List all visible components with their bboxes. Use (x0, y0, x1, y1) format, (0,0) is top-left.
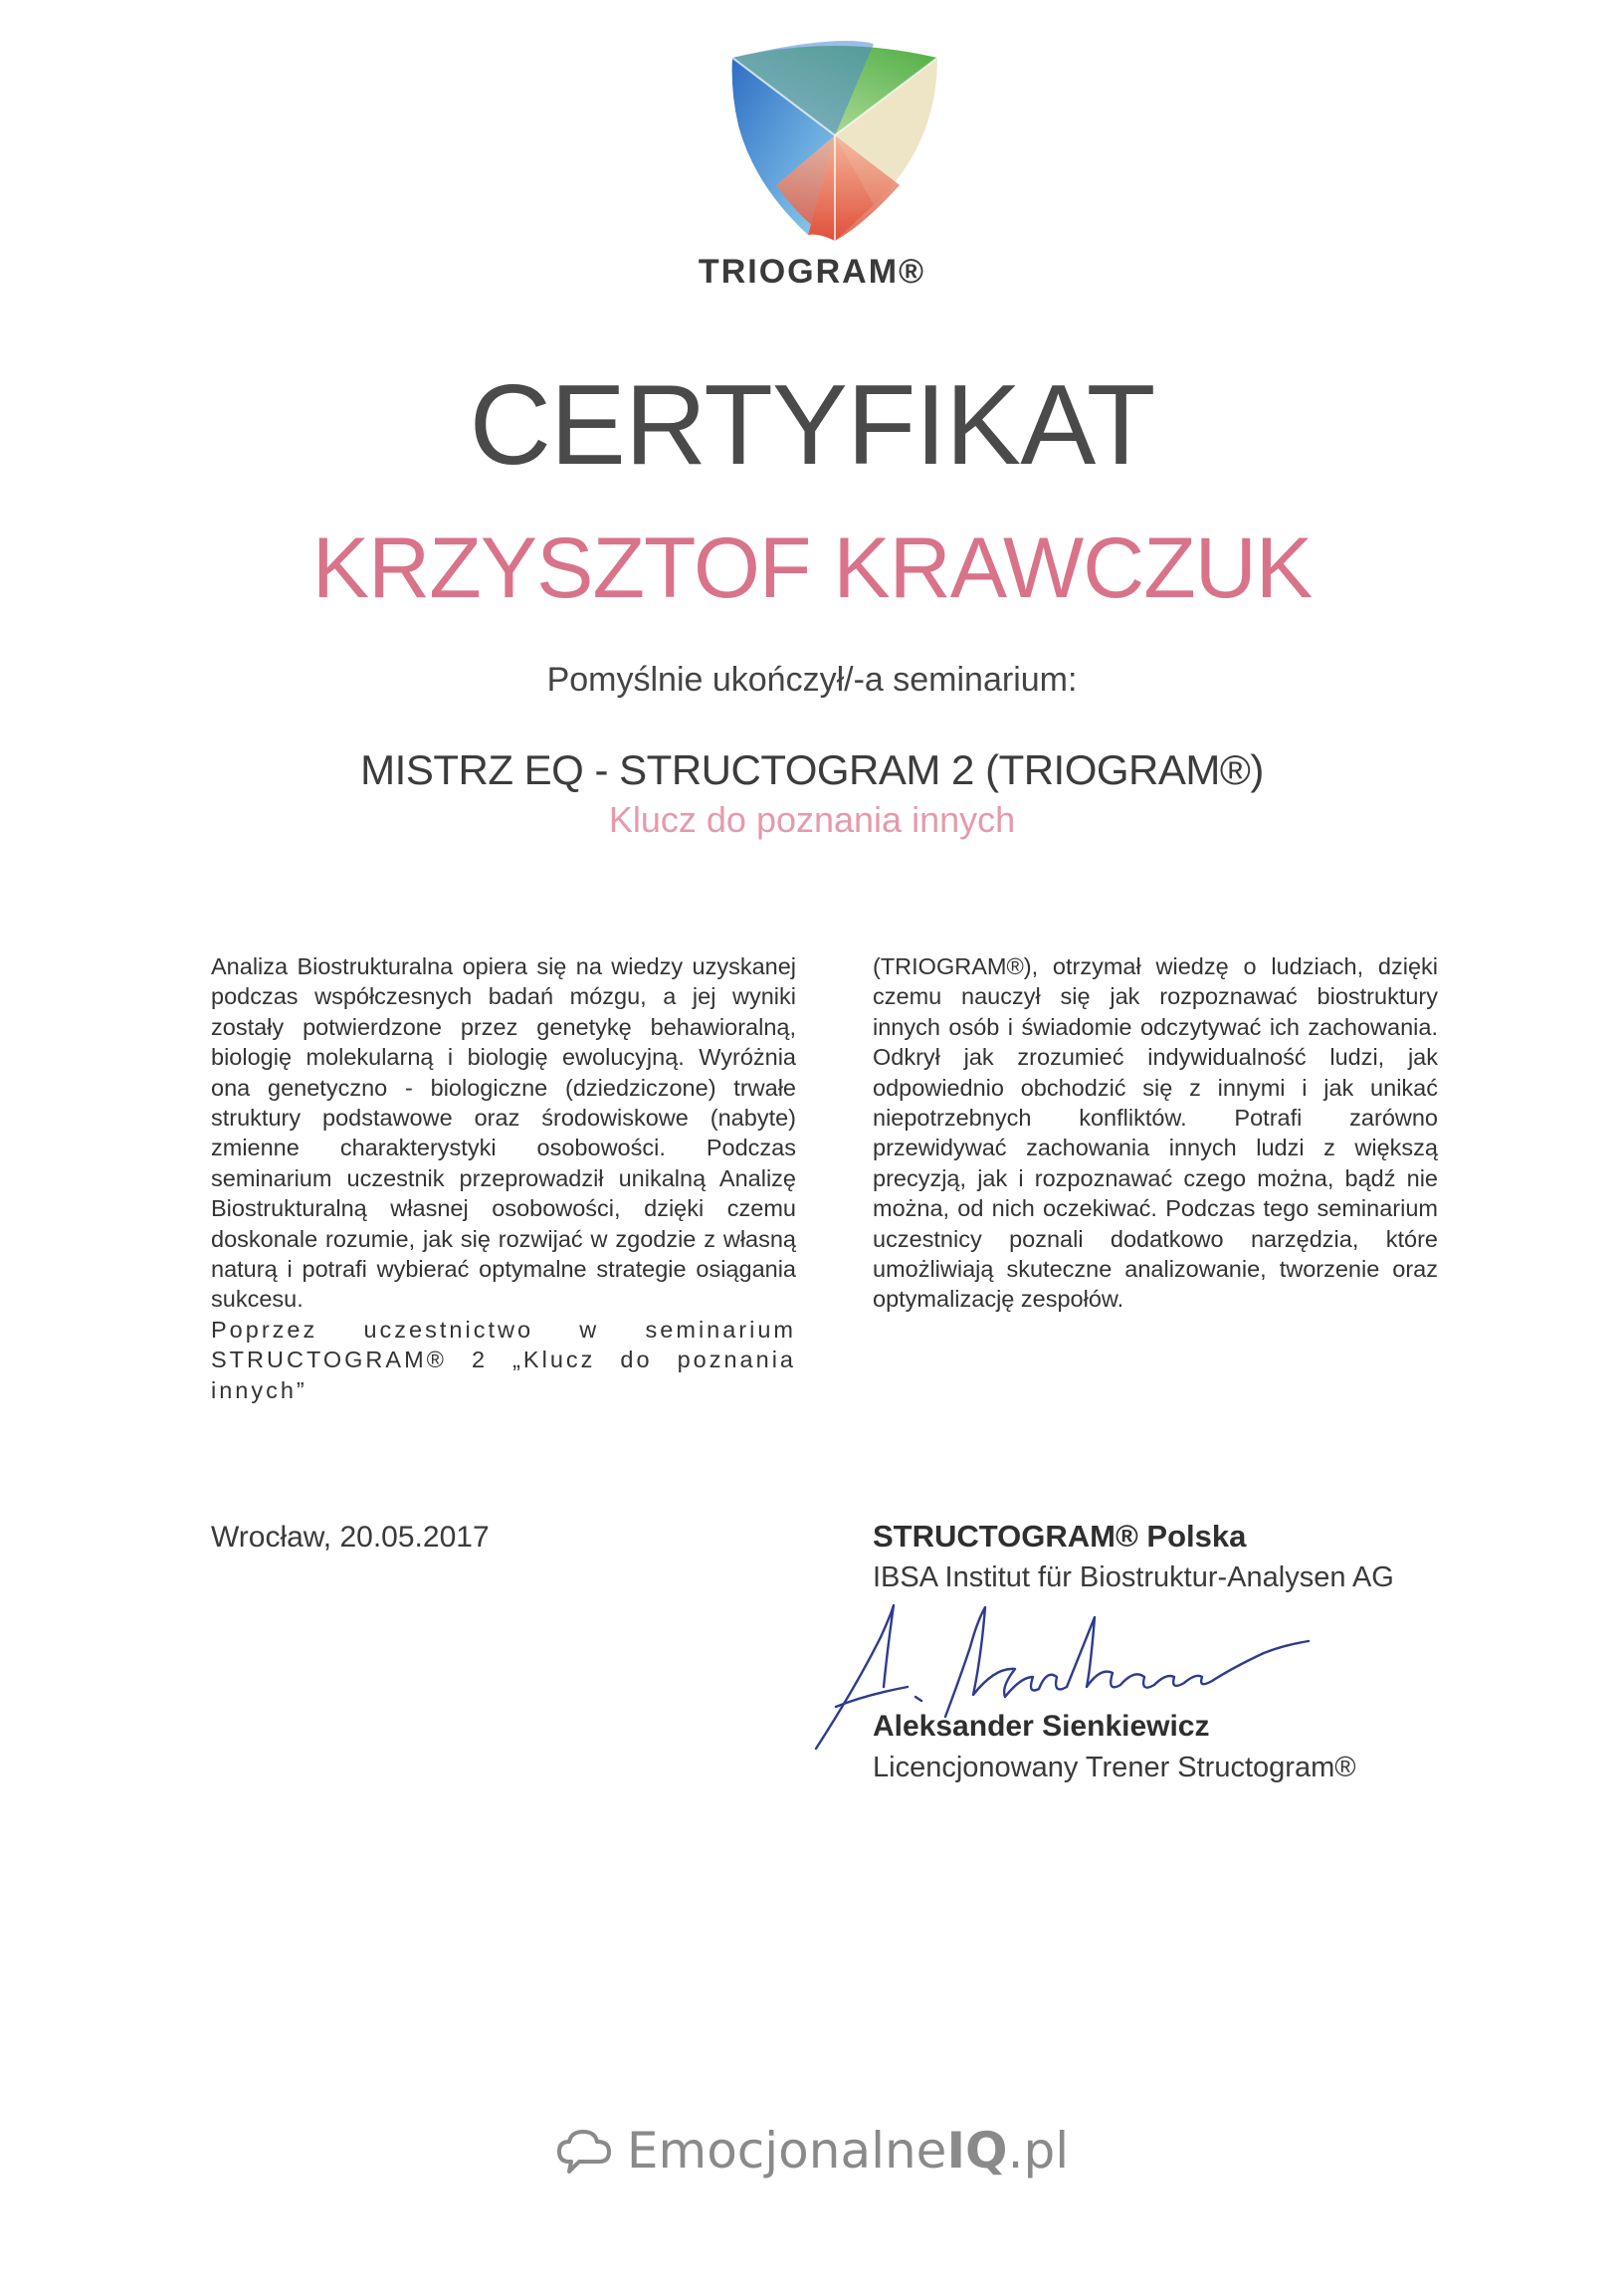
organization-name: STRUCTOGRAM® Polska (873, 1519, 1247, 1554)
signer-role: Licencjonowany Trener Structogram® (873, 1752, 1356, 1783)
completion-statement: Pomyślnie ukończył/-a seminarium: (546, 661, 1078, 699)
logo-text-prefix: Emocjonalne (626, 2122, 947, 2180)
speech-cloud-icon (555, 2126, 613, 2176)
body-column-left (211, 951, 796, 1405)
course-subtitle: Klucz do poznania innych (608, 799, 1016, 840)
certificate-title: CERTYFIKAT (469, 362, 1155, 489)
body-column-right (873, 951, 1438, 1315)
body-paragraph: Analiza Biostrukturalna opiera się na wiedzy uzyskanej podczas współczesnych badań mózgu, a jej wyniki zostały potwierdzone przez genetykę behawioralną, biologię molekularną i biologię ewolucyjną. Wyróżnia ona genetyczno - biologiczne (dziedziczone) trwałe struktury podstawowe oraz środowiskowe (nabyte) zmienne charakterystyki osobowości. Podczas seminarium uczestnik przeprowadził unikalną Analizę Biostrukturalną własnej osobowości, dzięki czemu doskonale rozumie, jak się rozwijać w zgodzie z własną naturą i potrafi wybierać optymalne strategie osiągania sukcesu. (211, 953, 796, 1313)
signer-name: Aleksander Sienkiewicz (873, 1710, 1210, 1743)
course-name: MISTRZ EQ - STRUCTOGRAM 2 (TRIOGRAM®) (360, 746, 1264, 793)
organization-institute: IBSA Institut für Biostruktur-Analysen AG (873, 1561, 1394, 1593)
body-paragraph: (TRIOGRAM®), otrzymał wiedzę o ludziach, dzięki czemu nauczył się jak rozpoznawać biostruktury innych osób i świadomie odczytywać ich zachowania. Odkrył jak zrozumieć indywidualność ludzi, jak odpowiednio obchodzić się z innymi i jak unikać niepotrzebnych konfliktów. Potrafi zarówno przewidywać zachowania innych ludzi z większą precyzją, jak i rozpoznawać czego można, bądź nie można, od nich oczekiwać. Podczas tego seminarium uczestnicy poznali dodatkowo narzędzia, które umożliwiają skuteczne analizowanie, tworzenie oraz optymalizację zespołów. (873, 953, 1438, 1313)
triogram-shield-logo (724, 36, 945, 257)
emocjonalneiq-logo (0, 2122, 1624, 2193)
issue-date: Wrocław, 20.05.2017 (211, 1521, 490, 1554)
body-paragraph: Poprzez uczestnictwo w seminarium STRUCTOGRAM® 2 „Klucz do poznania innych” (211, 1316, 796, 1403)
logo-text-iq: IQ (946, 2122, 1008, 2180)
logo-text-suffix: .pl (1007, 2122, 1070, 2180)
triogram-wordmark: TRIOGRAM® (698, 253, 926, 291)
recipient-name: KRZYSZTOF KRAWCZUK (311, 520, 1313, 616)
